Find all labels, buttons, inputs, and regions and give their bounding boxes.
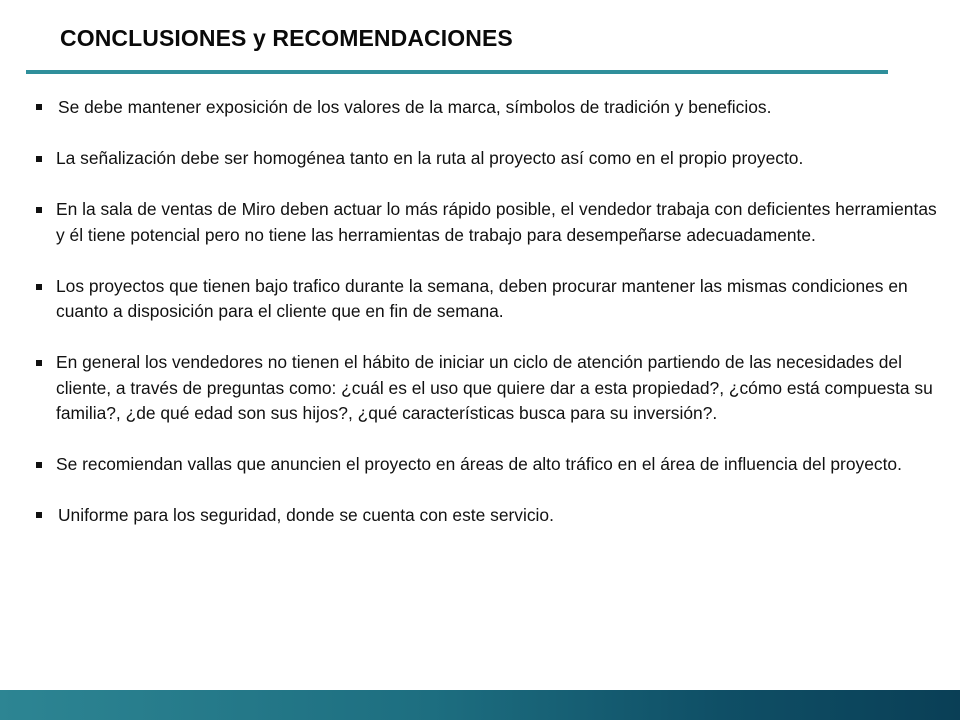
square-bullet-icon xyxy=(36,104,42,110)
square-bullet-icon xyxy=(36,462,42,468)
bullet-text: Se recomiendan vallas que anuncien el proyecto en áreas de alto tráfico en el área de influencia del proyecto. xyxy=(56,454,902,474)
slide-title: CONCLUSIONES y RECOMENDACIONES xyxy=(60,25,513,51)
bullet-item xyxy=(32,95,942,121)
square-bullet-icon xyxy=(36,156,42,162)
bullet-text: En la sala de ventas de Miro deben actuar lo más rápido posible, el vendedor trabaja con deficientes herramientas y él tiene potencial pero no tiene las herramientas de trabajo para desempeñarse adecuadamente. xyxy=(56,199,937,245)
bullet-item xyxy=(32,503,942,529)
bullet-text: Uniforme para los seguridad, donde se cuenta con este servicio. xyxy=(58,505,554,525)
bullet-text: En general los vendedores no tienen el hábito de iniciar un ciclo de atención partiendo de las necesidades del cliente, a través de preguntas como: ¿cuál es el uso que quiere dar a esta propiedad?, ¿cómo está compuesta su familia?, ¿de qué edad son sus hijos?, ¿qué características busca para su inversión?. xyxy=(56,352,933,423)
bullet-text: La señalización debe ser homogénea tanto en la ruta al proyecto así como en el propio proyecto. xyxy=(56,148,804,168)
bullet-list xyxy=(32,95,942,554)
square-bullet-icon xyxy=(36,360,42,366)
footer-bar xyxy=(0,690,960,720)
bullet-item xyxy=(32,350,942,427)
bullet-text: Se debe mantener exposición de los valores de la marca, símbolos de tradición y beneficios. xyxy=(58,97,772,117)
square-bullet-icon xyxy=(36,207,42,213)
bullet-item xyxy=(32,452,942,478)
bullet-item xyxy=(32,197,942,248)
bullet-item xyxy=(32,146,942,172)
bullet-text: Los proyectos que tienen bajo trafico durante la semana, deben procurar mantener las mismas condiciones en cuanto a disposición para el cliente que en fin de semana. xyxy=(56,275,908,321)
square-bullet-icon xyxy=(36,512,42,518)
bullet-item xyxy=(32,274,942,325)
title-underline xyxy=(26,70,888,74)
square-bullet-icon xyxy=(36,284,42,290)
